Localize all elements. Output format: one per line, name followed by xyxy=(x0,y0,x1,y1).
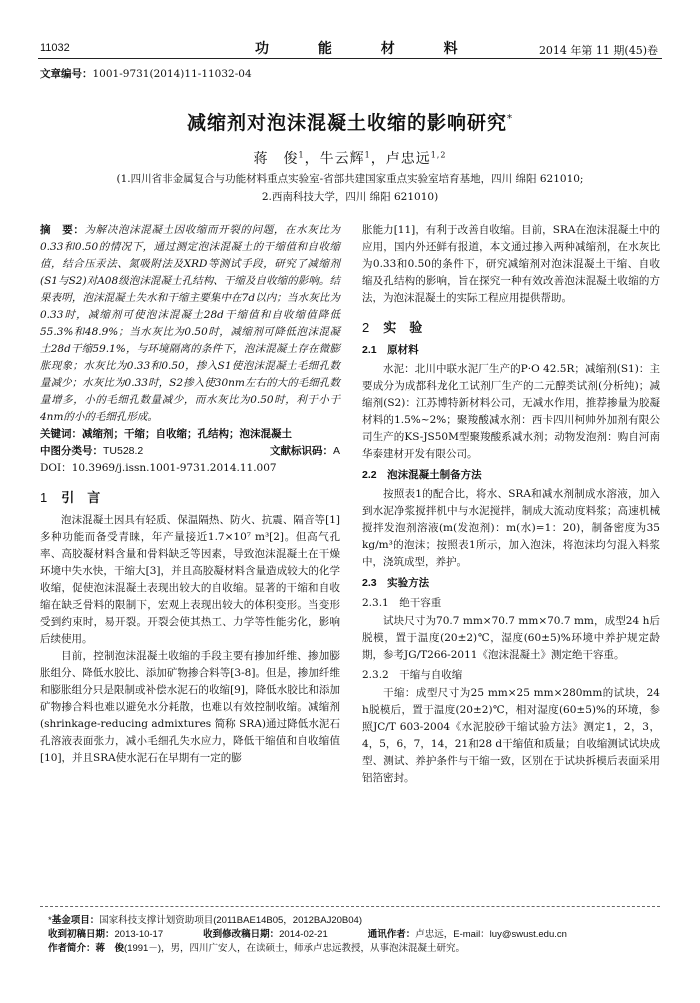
dry-density-text: 试块尺寸为70.7 mm×70.7 mm×70.7 mm，成型24 h后脱模，置于温度(20±2)℃，湿度(60±5)%环境中养护规定龄期，参考JG/T266-2011《泡沫混凝土》测定绝干容重。 xyxy=(362,615,660,661)
section-title: 引 言 xyxy=(61,490,101,505)
doi-label: DOI： xyxy=(40,462,72,474)
paper-title xyxy=(0,108,700,135)
paper-title-text: 减缩剂对泡沫混凝土收缩的影响研究 xyxy=(186,112,507,134)
bio-row xyxy=(48,942,668,956)
clc-label: 中图分类号： xyxy=(40,445,103,457)
section-title: 实 验 xyxy=(383,320,423,335)
doi-value: 10.3969/j.issn.1001-9731.2014.11.007 xyxy=(71,462,277,474)
subsection-methods: 2.3 实验方法 xyxy=(362,577,430,589)
title-footnote-mark: * xyxy=(507,113,513,125)
abstract-label: 摘 要： xyxy=(40,224,85,236)
subsection-dry-density: 2.3.1 绝干容重 xyxy=(362,597,442,609)
affiliation-line-2: 2.西南科技大学，四川 绵阳 621010) xyxy=(261,191,439,203)
left-column xyxy=(40,222,340,767)
preparation-text: 按照表1的配合比，将水、SRA和减水剂制成水溶液，加入到水泥净浆搅拌机中与水泥搅拌，制成大流动度料浆；高速机械搅拌发泡剂溶液(m(发泡剂)：m(水)=1：20)，制备密度为35 kg/m³的泡沫；按照表1所示，加入泡沫，将泡沫均匀混入料浆中，浇筑成型，养护。 xyxy=(362,488,660,568)
intro-paragraph-2: 目前，控制泡沫混凝土收缩的手段主要有掺加纤维、掺加膨胀组分、降低水胶比、添加矿物掺合料等[3-8]。但是，掺加纤维和膨胀组分只是限制或补偿水泥石的收缩[9]，降低水胶比和添加矿物掺合料也难以避免水分耗散，也难以有效控制收缩。减缩剂(shrinkage-reducing admixtures 简称 SRA)通过降低水泥石孔溶液表面张力，减小毛细孔失水应力，降低干缩值和自收缩值[10]，并且SRA使水泥石在早期有一定的膨 xyxy=(40,650,340,764)
corresponding-author: 卢忠远，E-mail：luy@swust.edu.cn xyxy=(415,929,567,940)
section-number: 2 xyxy=(362,320,370,335)
page-header xyxy=(0,38,700,58)
issue-info: 2014 年第 11 期(45)卷 xyxy=(538,44,658,57)
author-affiliation: 1 xyxy=(364,150,371,160)
bio-name: 蒋 俊 xyxy=(95,943,125,954)
article-number-value: 1001-9731(2014)11-11032-04 xyxy=(92,68,252,80)
keywords-text: 减缩剂；干缩；自收缩；孔结构；泡沫混凝土 xyxy=(82,428,292,440)
header-rule xyxy=(38,58,662,59)
section-heading-intro xyxy=(40,489,340,506)
revised-date: 2014-02-21 xyxy=(279,929,328,940)
author-affiliation: 1 xyxy=(298,150,305,160)
doc-code-label: 文献标识码： xyxy=(269,445,333,457)
article-number xyxy=(40,66,252,81)
doi xyxy=(40,460,340,477)
classification-row xyxy=(40,443,340,460)
journal-name: 功 能 材 料 xyxy=(255,41,480,57)
intro-paragraph-3: 胀能力[11]，有利于改善自收缩。目前，SRA在泡沫混凝土中的应用，国内外还鲜有报道，本文通过掺入两种减缩剂，在水灰比为0.33和0.50的条件下，研究减缩剂对泡沫混凝土干缩、自收缩及孔结构的影响，旨在探究一种有效改善泡沫混凝土收缩的方法，为泡沫混凝土的实际工程应用提供帮助。 xyxy=(362,224,660,304)
article-number-label: 文章编号： xyxy=(40,68,93,80)
intro-paragraph-1: 泡沫混凝土因具有轻质、保温隔热、防火、抗震、隔音等[1]多种功能而备受青睐，年产量接近1.7×10⁷ m³[2]。但高气孔率、高胶凝材料含量和骨料缺乏等因素，导致泡沫混凝土在干燥环境中失水快，干缩大[3]，并且高胶凝材料含量造成较大的化学收缩，促使泡沫混凝土表现出较大的自收缩。显著的干缩和自收缩在缺乏骨料的限制下，宏观上表现出较大的体积变形。当变形受到约束时，易开裂。开裂会使其热工、力学等性能劣化，影响后续使用。 xyxy=(40,514,340,645)
author-name: 卢忠远 xyxy=(385,151,431,167)
subsection-shrinkage: 2.3.2 干缩与自收缩 xyxy=(362,669,463,681)
footnote-rule xyxy=(40,906,660,907)
clc-value: TU528.2 xyxy=(103,445,144,457)
keywords xyxy=(40,426,340,443)
subsection-materials: 2.1 原材料 xyxy=(362,344,419,356)
author-name: 蒋 俊 xyxy=(253,151,299,167)
page-number: 11032 xyxy=(40,42,70,54)
abstract-text: 为解决泡沫混凝土因收缩而开裂的问题，在水灰比为0.33和0.50的情况下，通过测定泡沫混凝土的干缩值和自收缩值，结合压汞法、氮吸附法及XRD等测试手段，研究了减缩剂(S1与S2)对A08级泡沫混凝土孔结构、干缩及自收缩的影响。结果表明，泡沫混凝土失水和干缩主要集中在7d以内；当水灰比为0.33时，减缩剂可使泡沫混凝土28d干缩值和自收缩值降低55.3%和48.9%；当水灰比为0.50时，减缩剂可降低泡沫混凝土28d干缩59.1%，与环境隔离的条件下，泡沫混凝土存在微膨胀现象；水灰比为0.33和0.50，掺入S1使泡沫混凝土毛细孔数量减少；水灰比为0.33时，S2掺入使30nm左右的大的毛细孔数量增多，小的毛细孔数量减少，而水灰比为0.50时，利于小于4nm的小的毛细孔形成。 xyxy=(40,224,341,423)
doc-code-value: A xyxy=(332,445,340,457)
section-number: 1 xyxy=(40,490,48,505)
keywords-label: 关键词： xyxy=(40,428,82,440)
received-label: 收到初稿日期： xyxy=(48,929,115,940)
subsection-preparation: 2.2 泡沫混凝土制备方法 xyxy=(362,469,482,481)
bio-label: 作者简介： xyxy=(48,943,96,954)
received-date: 2013-10-17 xyxy=(114,929,164,940)
author-name: 牛云辉 xyxy=(319,151,365,167)
materials-text: 水泥：北川中联水泥厂生产的P·O 42.5R；减缩剂(S1)：主要成分为成都科龙化工试剂厂生产的二元醇类试剂(分析纯)；减缩剂(S2)：江苏博特新材料公司，无减水作用，推荐掺量为胶凝材料的1.5%~2%；聚羧酸减水剂：西卡四川柯帅外加剂有限公司生产的KS-JS50M型聚羧酸系减水剂；动物发泡剂：购自河南华泰建材开发有限公司。 xyxy=(362,363,660,460)
fund-text: 国家科技支撑计划资助项目(2011BAE14B05，2012BAJ20B04) xyxy=(99,915,362,926)
fund-row: * 基金项目： 国家科技支撑计划资助项目(2011BAE14B05，2012BAJ20B04) xyxy=(48,915,362,926)
abstract xyxy=(40,222,340,426)
affiliation-line-1: (1.四川省非金属复合与功能材料重点实验室-省部共建国家重点实验室培育基地，四川 绵阳 621010; xyxy=(116,173,584,185)
fund-label: 基金项目： xyxy=(51,915,100,926)
author-affiliation: 1,2 xyxy=(430,150,447,160)
right-column xyxy=(362,222,660,787)
bio-text: (1991－)，男，四川广安人，在读硕士，师承卢忠远教授，从事泡沫混凝土研究。 xyxy=(124,943,465,954)
dates-row xyxy=(48,928,668,942)
shrinkage-text: 干缩：成型尺寸为25 mm×25 mm×280mm的试块，24 h脱模后，置于温度(20±2)℃，相对湿度(60±5)%的环境，参照JC/T 603-2004《水泥胶砂干缩试验方法》测定1，2，3，4，5，6，7，14，21和28 d干缩值和质量；自收缩测试试块成型、测试、养护条件与干缩一致，区别在于试块拆模后表面采用铝箔密封。 xyxy=(362,687,660,784)
author-list: 蒋 俊$^1$，牛云辉$^1$，卢忠远$^{1,2}$ xyxy=(253,150,447,167)
corresponding-label: 通讯作者： xyxy=(367,929,416,940)
footnote xyxy=(48,914,668,956)
section-heading-experiment xyxy=(362,319,660,336)
revised-label: 收到修改稿日期： xyxy=(203,929,280,940)
